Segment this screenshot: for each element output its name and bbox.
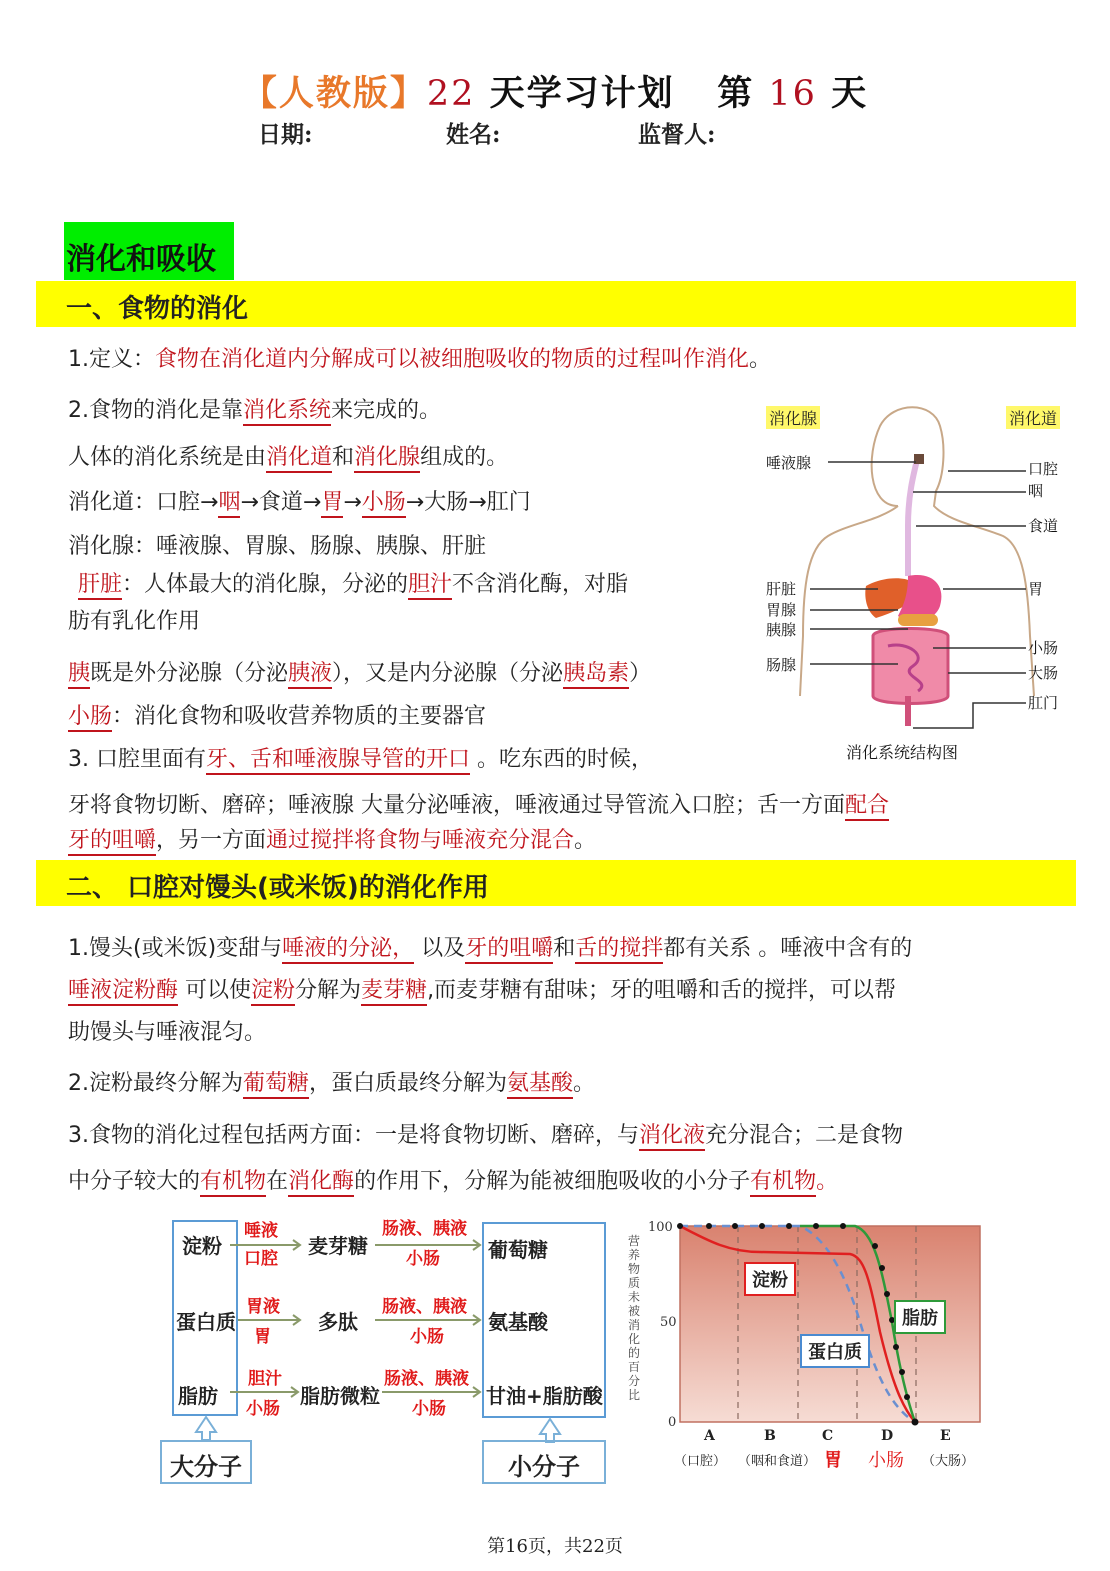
x-tick-e: E	[940, 1428, 951, 1444]
mix-line: 助馒头与唾液混匀。	[68, 1020, 267, 1045]
small-molecule-label-box	[482, 1440, 606, 1484]
day-number: 16	[768, 74, 817, 114]
x-sub-pharynx-esophagus: （咽和食道）	[738, 1454, 817, 1469]
chart-y-axis-label: 营养物质未被消化的百分比	[628, 1234, 641, 1402]
legend-starch: 淀粉	[744, 1262, 796, 1296]
digestive-system-diagram	[748, 396, 1078, 766]
flow-source-fat: 脂肪	[178, 1384, 218, 1408]
flow-place-small-intestine-2: 小肠	[410, 1327, 444, 1347]
date-field-label: 日期:	[258, 121, 313, 148]
flow-mid-polypeptide: 多肽	[318, 1310, 358, 1334]
flow-enzyme-intestinal: 肠液、胰液	[382, 1219, 467, 1239]
x-tick-d: D	[881, 1428, 894, 1444]
definition-line: 1.定义：食物在消化道内分解成可以被细胞吸收的物质的过程叫作消化。	[68, 347, 772, 372]
pancreas-line: 胰既是外分泌腺（分泌胰液），又是内分泌腺（分泌胰岛素）	[68, 656, 651, 687]
x-sub-stomach: 胃	[824, 1450, 842, 1471]
tract-tag: 消化道	[1006, 406, 1060, 429]
glands-line: 消化腺：唾液腺、胃腺、肠腺、胰腺、肝脏	[68, 534, 487, 559]
small-molecule-label: 小分子	[508, 1453, 580, 1481]
plan-label: 天学习计划	[475, 73, 675, 114]
amylase-line: 唾液淀粉酶 可以使淀粉分解为麦芽糖,而麦芽糖有甜味；牙的咀嚼和舌的搅拌，可以帮	[68, 973, 896, 1004]
label-gastric-gland: 胃腺	[766, 601, 797, 619]
day-prefix: 第	[717, 73, 769, 114]
flow-product-glucose: 葡萄糖	[488, 1238, 548, 1262]
days-total: 22	[426, 74, 476, 114]
digestion-flow-diagram	[160, 1212, 620, 1492]
liver-line-cont: 肪有乳化作用	[68, 609, 201, 634]
flow-source-starch: 淀粉	[182, 1234, 222, 1258]
liver-line: 肝脏：人体最大的消化腺，分泌的胆汁不含消化酶，对脂	[78, 567, 628, 598]
x-sub-small-intestine: 小肠	[868, 1450, 904, 1471]
section-heading-2: 二、 口腔对馒头(或米饭)的消化作用	[36, 860, 1076, 906]
flow-product-glycerol-fatty-acid: 甘油+脂肪酸	[486, 1384, 603, 1408]
process-line-cont: 中分子较大的有机物在消化酶的作用下，分解为能被细胞吸收的小分子有机物。	[68, 1164, 838, 1195]
flow-product-amino-acid: 氨基酸	[488, 1310, 548, 1334]
label-intestinal-gland: 肠腺	[766, 656, 797, 674]
flow-mid-maltose: 麦芽糖	[308, 1234, 368, 1258]
page-footer: 第16页，共22页	[487, 1536, 623, 1557]
label-small-intestine: 小肠	[1028, 639, 1059, 657]
flow-enzyme-saliva: 唾液	[244, 1221, 278, 1241]
label-large-intestine: 大肠	[1028, 664, 1059, 682]
diagram-caption: 消化系统结构图	[846, 743, 959, 762]
glands-tag: 消化腺	[766, 406, 820, 429]
small-intestine-line: 小肠：消化食物和吸收营养物质的主要器官	[68, 699, 486, 730]
flow-place-small-intestine-3: 小肠	[246, 1399, 280, 1419]
sweet-line: 1.馒头(或米饭)变甜与唾液的分泌， 以及牙的咀嚼和舌的搅拌都有关系 。唾液中含有的	[68, 931, 912, 962]
x-sub-large-intestine: （大肠）	[922, 1454, 975, 1469]
x-tick-a: A	[704, 1428, 715, 1444]
label-esophagus: 食道	[1028, 517, 1059, 535]
tongue-line: 牙的咀嚼，另一方面通过搅拌将食物与唾液充分混合。	[68, 823, 596, 854]
digestion-chart	[630, 1212, 1000, 1492]
label-liver: 肝脏	[766, 580, 797, 598]
label-stomach: 胃	[1028, 580, 1044, 598]
process-line: 3.食物的消化过程包括两方面：一是将食物切断、磨碎，与消化液充分混合；二是食物	[68, 1118, 903, 1149]
tract-line: 消化道：口腔→咽→食道→胃→小肠→大肠→肛门	[68, 485, 531, 516]
edition-label: 【人教版】	[241, 73, 427, 114]
section-heading-1: 一、食物的消化	[36, 281, 1076, 327]
name-field-label: 姓名:	[446, 121, 501, 148]
flow-mid-fat-droplets: 脂肪微粒	[300, 1384, 380, 1408]
y-tick-0: 0	[668, 1415, 677, 1430]
x-sub-mouth: （口腔）	[674, 1454, 727, 1469]
flow-source-protein: 蛋白质	[176, 1310, 236, 1334]
composition-line: 人体的消化系统是由消化道和消化腺组成的。	[68, 440, 508, 471]
final-products-line: 2.淀粉最终分解为葡萄糖，蛋白质最终分解为氨基酸。	[68, 1066, 595, 1097]
flow-enzyme-gastric: 胃液	[246, 1297, 280, 1317]
supervisor-field-label: 监督人:	[638, 121, 716, 148]
teeth-line: 牙将食物切断、磨碎；唾液腺 大量分泌唾液，唾液通过导管流入口腔；舌一方面配合	[68, 788, 889, 819]
page-title	[0, 66, 1110, 116]
system-line: 2.食物的消化是靠消化系统来完成的。	[68, 393, 441, 424]
label-salivary-gland: 唾液腺	[766, 454, 812, 472]
label-anus: 肛门	[1028, 694, 1059, 712]
flow-place-mouth: 口腔	[244, 1249, 278, 1269]
legend-protein: 蛋白质	[800, 1334, 870, 1368]
chapter-title: 消化和吸收	[64, 222, 234, 280]
legend-fat: 脂肪	[894, 1300, 946, 1334]
label-pharynx: 咽	[1028, 482, 1044, 500]
macromolecule-label: 大分子	[170, 1453, 242, 1481]
y-tick-100: 100	[648, 1220, 673, 1235]
macromolecule-label-box	[160, 1440, 252, 1484]
flow-enzyme-intestinal-3: 肠液、胰液	[384, 1369, 469, 1389]
flow-enzyme-bile: 胆汁	[248, 1369, 282, 1389]
y-tick-50: 50	[660, 1315, 677, 1330]
x-tick-c: C	[822, 1428, 834, 1444]
flow-place-small-intestine-4: 小肠	[412, 1399, 446, 1419]
flow-place-small-intestine: 小肠	[406, 1249, 440, 1269]
label-pancreas: 胰腺	[766, 621, 797, 639]
flow-place-stomach: 胃	[254, 1327, 271, 1347]
x-tick-b: B	[764, 1428, 776, 1444]
mouth-line: 3. 口腔里面有牙、舌和唾液腺导管的开口 。吃东西的时候，	[68, 742, 653, 773]
label-mouth: 口腔	[1028, 460, 1059, 478]
flow-enzyme-intestinal-2: 肠液、胰液	[382, 1297, 467, 1317]
day-suffix: 天	[816, 73, 869, 114]
